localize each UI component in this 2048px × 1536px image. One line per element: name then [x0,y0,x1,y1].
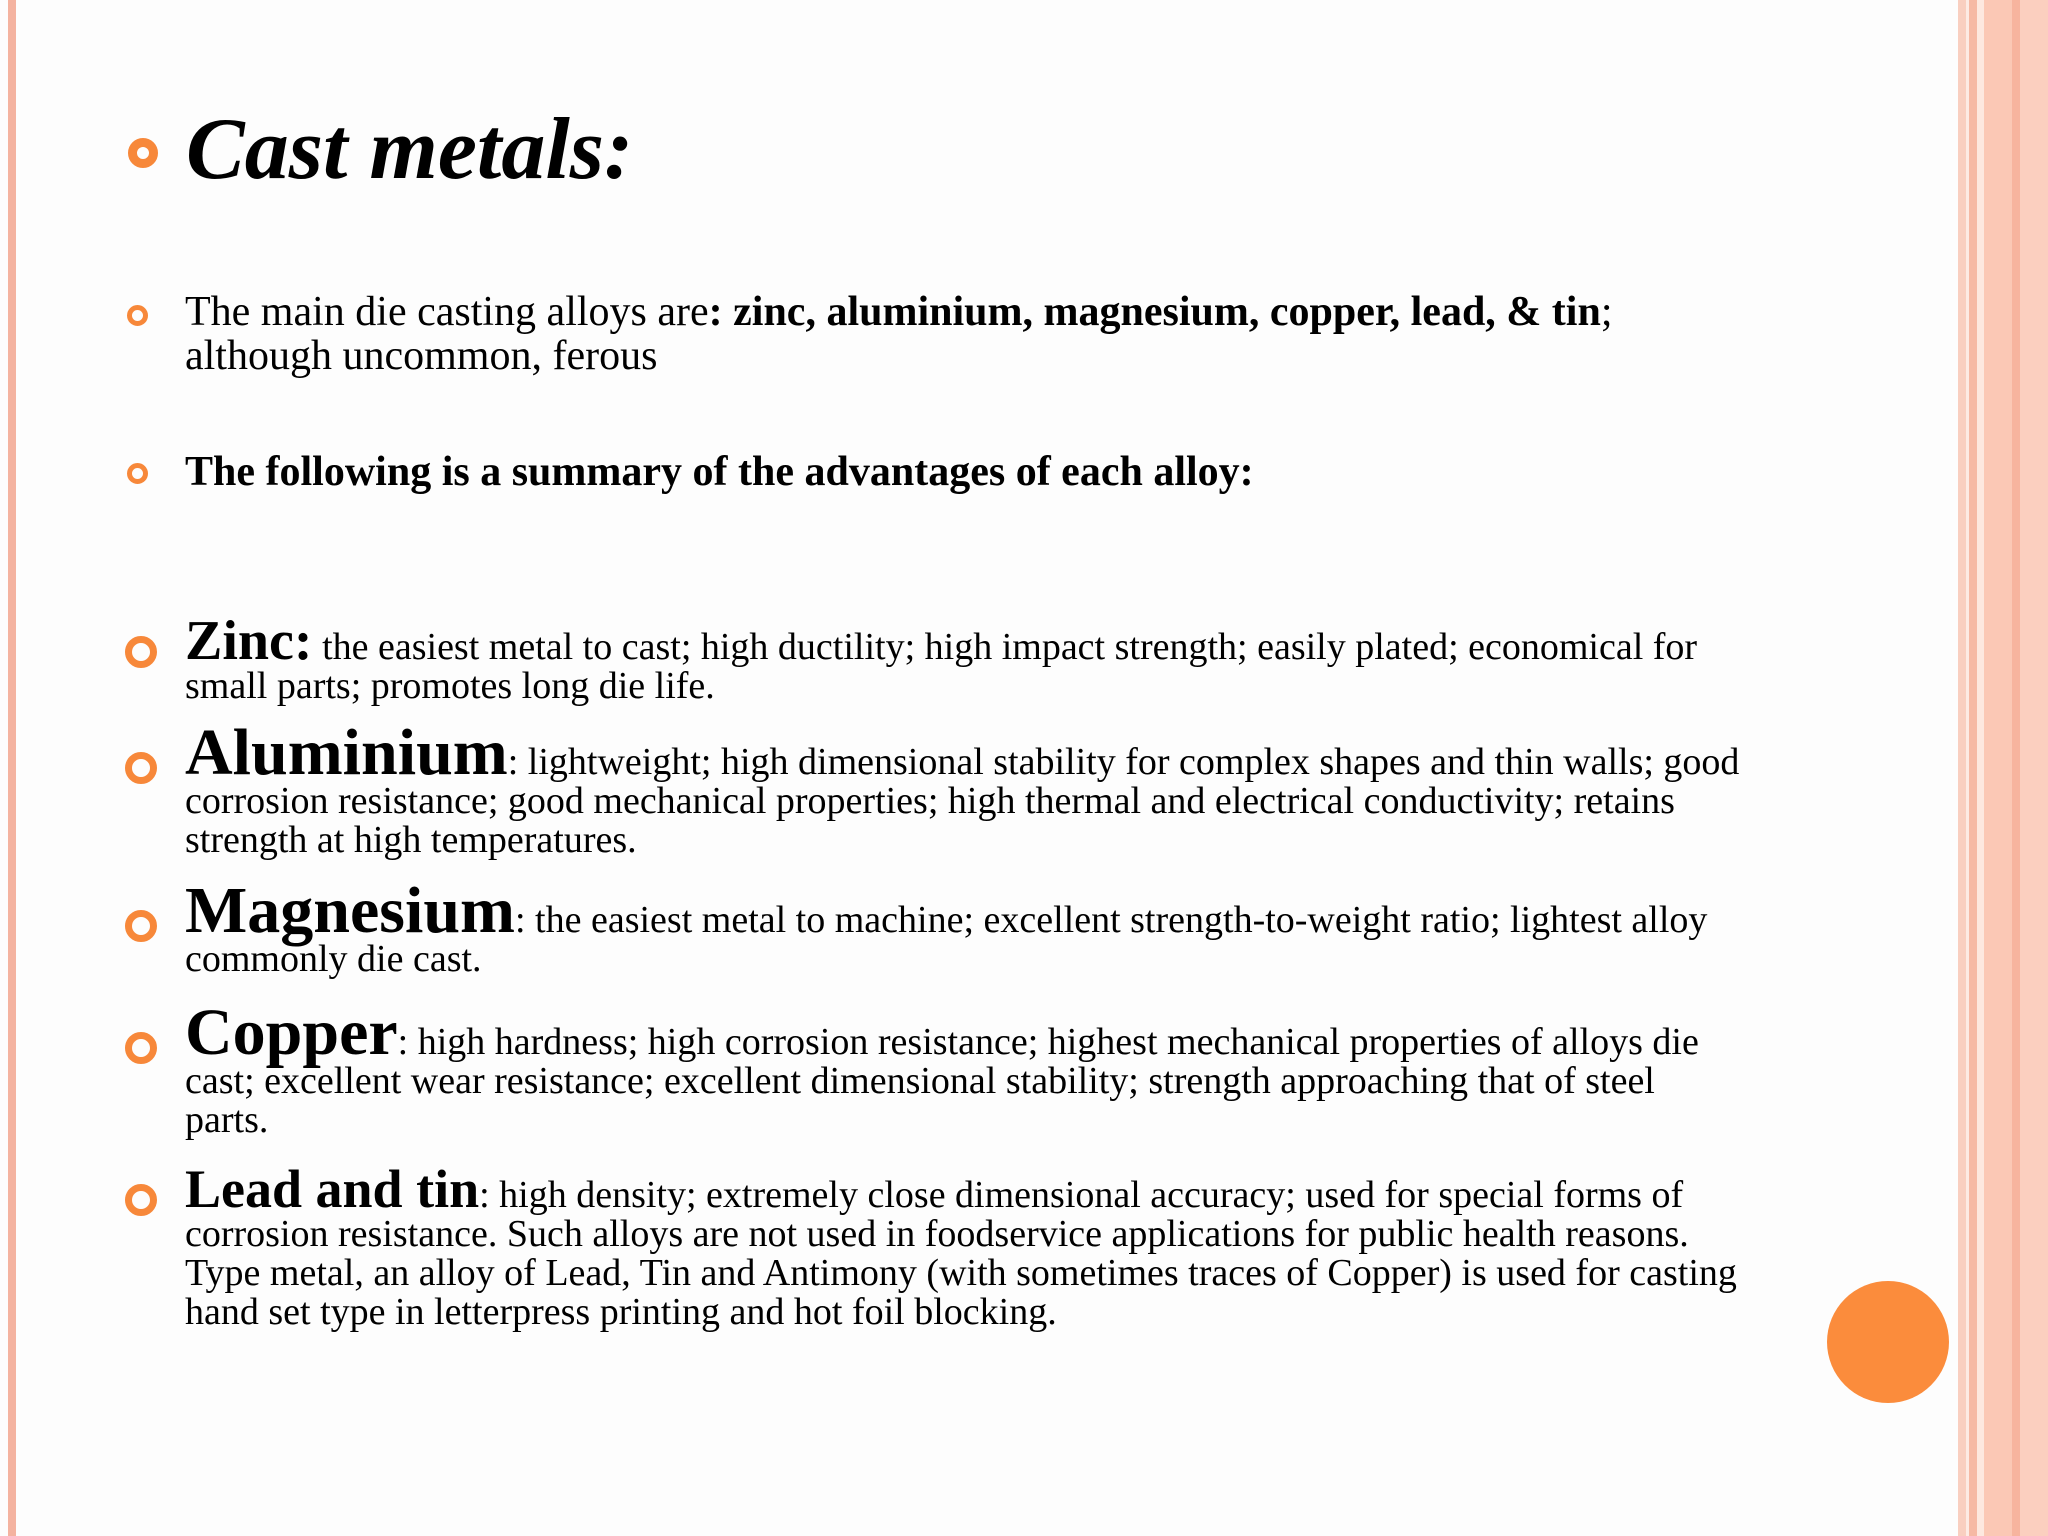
left-decorative-stripe [8,0,16,1536]
right-decorative-stripe [1969,0,1977,1536]
right-decorative-stripe [2020,0,2048,1536]
alloy-name: Lead and tin [185,1159,480,1219]
right-decorative-stripe [1977,0,1984,1536]
intro-paragraph [185,290,1745,378]
right-decorative-stripe [1984,0,2012,1536]
alloy-item-copper [185,996,1745,1141]
summary-heading: The following is a summary of the advantages of each alloy: [185,449,1254,495]
intro-alloy-list: : zinc, aluminium, magnesium, copper, lead, & tin [708,289,1601,335]
alloy-description: the easiest metal to cast; high ductility; high impact strength; easily plated; economical for small parts; promotes long die life. [185,626,1698,707]
decorative-orange-circle [1827,1281,1949,1403]
bullet-circle-icon [127,305,148,326]
right-decorative-stripe [2012,0,2020,1536]
alloy-item-lead-and-tin [185,1159,1745,1333]
alloy-item-aluminium [185,716,1745,861]
bullet-circle-icon [125,636,157,668]
alloy-name: Aluminium [185,716,508,789]
intro-suffix: ; although uncommon, ferous [185,289,1613,379]
bullet-circle-icon [125,910,157,942]
alloy-description: : high density; extremely close dimensional accuracy; used for special forms of corrosion resistance. Such alloys are not used in foodservice applications for public health reasons. Type metal, an alloy of Lead, Tin and Antimony (with sometimes traces of Copper) is used for casting hand set type in letterpress printing and hot foil blocking. [185,1174,1737,1333]
intro-prefix: The main die casting alloys are [185,289,709,335]
alloy-name: Copper [185,996,398,1069]
bullet-circle-icon [125,1032,157,1064]
title-bullet-icon [128,138,158,168]
alloy-description: : the easiest metal to machine; excellent strength-to-weight ratio; lightest alloy commonly die cast. [185,899,1708,980]
alloy-item-zinc [185,610,1745,707]
right-decorative-stripe [1958,0,1966,1536]
alloy-description: : high hardness; high corrosion resistance; highest mechanical properties of alloys die cast; excellent wear resistance; excellent dimensional stability; strength approaching that of steel parts. [185,1021,1699,1141]
alloy-item-magnesium [185,874,1745,980]
slide-title: Cast metals: [186,101,634,198]
bullet-circle-icon [127,463,148,484]
bullet-circle-icon [125,1184,157,1216]
bullet-circle-icon [125,752,157,784]
alloy-description: : lightweight; high dimensional stability for complex shapes and thin walls; good corrosion resistance; good mechanical properties; high thermal and electrical conductivity; retains strength at high temperatures. [185,741,1740,861]
alloy-name: Zinc: [185,610,313,672]
alloy-name: Magnesium [185,874,515,947]
